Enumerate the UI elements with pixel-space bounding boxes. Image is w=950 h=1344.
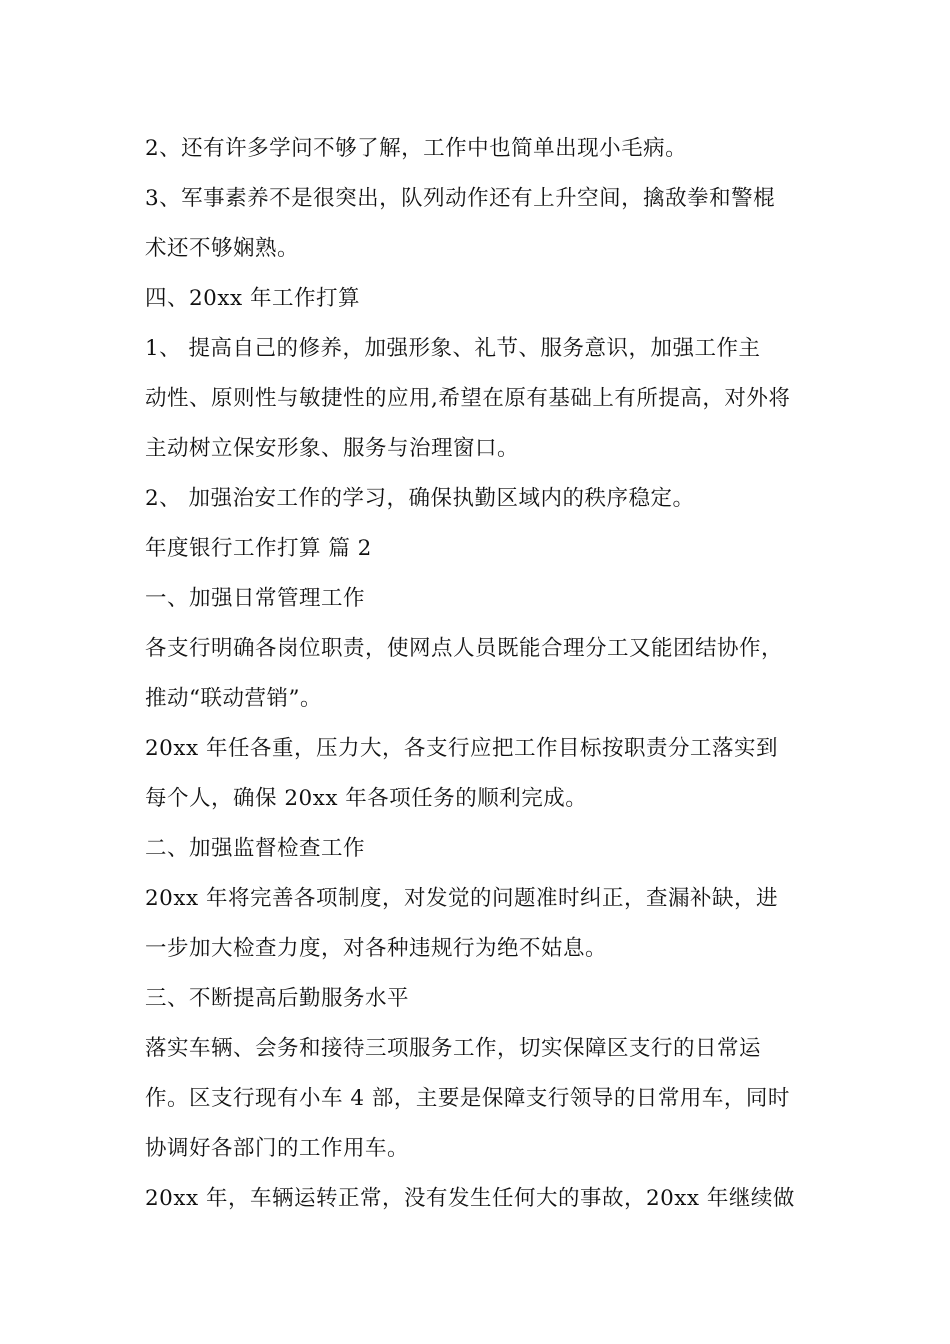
section-heading: 一、加强日常管理工作 bbox=[145, 586, 366, 611]
document-title: 年度银行工作打算 篇 2 bbox=[145, 536, 372, 561]
text-line: 20xx 年，车辆运转正常，没有发生任何大的事故，20xx 年继续做 bbox=[145, 1186, 795, 1211]
text-line: 一步加大检查力度，对各种违规行为绝不姑息。 bbox=[145, 936, 608, 961]
text-line: 落实车辆、会务和接待三项服务工作，切实保障区支行的日常运 bbox=[145, 1036, 762, 1061]
text-line: 3、军事素养不是很突出，队列动作还有上升空间，擒敌拳和警棍 bbox=[145, 186, 776, 211]
section-heading: 二、加强监督检查工作 bbox=[145, 836, 366, 861]
text-line: 术还不够娴熟。 bbox=[145, 236, 300, 261]
text-line: 动性、原则性与敏捷性的应用,希望在原有基础上有所提高，对外将 bbox=[145, 386, 791, 411]
text-line: 主动树立保安形象、服务与治理窗口。 bbox=[145, 436, 520, 461]
text-line: 推动“联动营销”。 bbox=[145, 686, 322, 711]
text-line: 2、 加强治安工作的学习，确保执勤区域内的秩序稳定。 bbox=[145, 486, 695, 511]
text-line: 20xx 年将完善各项制度，对发觉的问题准时纠正，查漏补缺，进 bbox=[145, 886, 778, 911]
text-line: 20xx 年任各重，压力大，各支行应把工作目标按职责分工落实到 bbox=[145, 736, 778, 761]
text-line: 每个人，确保 20xx 年各项任务的顺利完成。 bbox=[145, 786, 588, 811]
text-line: 协调好各部门的工作用车。 bbox=[145, 1136, 410, 1161]
section-heading: 四、20xx 年工作打算 bbox=[145, 286, 360, 311]
text-line: 2、还有许多学问不够了解，工作中也简单出现小毛病。 bbox=[145, 136, 688, 161]
text-line: 各支行明确各岗位职责，使网点人员既能合理分工又能团结协作， bbox=[145, 636, 784, 661]
text-line: 1、 提高自己的修养，加强形象、礼节、服务意识，加强工作主 bbox=[145, 336, 761, 361]
section-heading: 三、不断提高后勤服务水平 bbox=[145, 986, 410, 1011]
text-line: 作。区支行现有小车 4 部，主要是保障支行领导的日常用车，同时 bbox=[145, 1086, 790, 1111]
